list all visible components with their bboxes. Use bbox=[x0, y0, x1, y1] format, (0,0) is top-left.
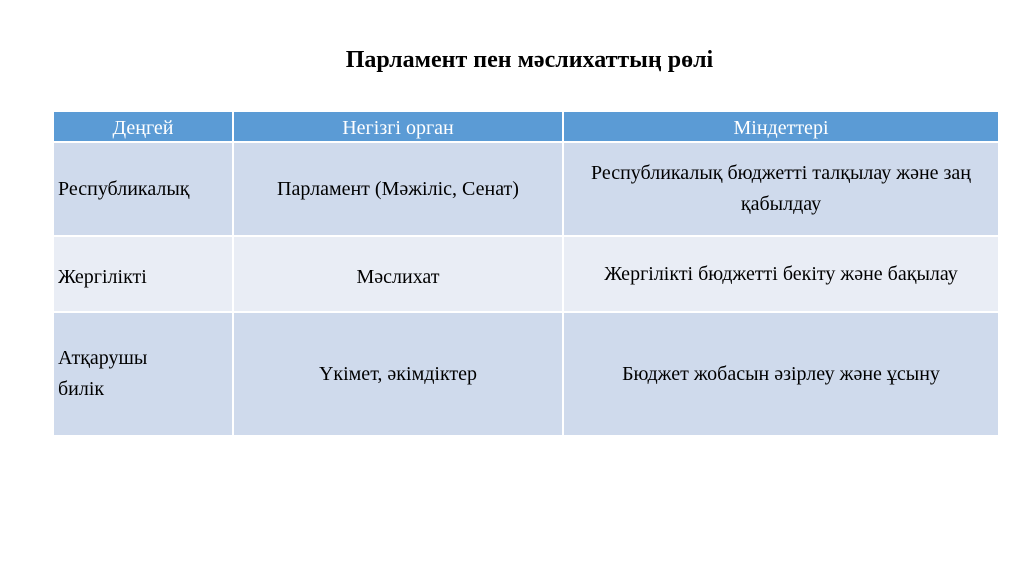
cell-level: Жергілікті bbox=[53, 236, 233, 312]
roles-table bbox=[52, 110, 1000, 437]
table-row bbox=[53, 142, 999, 236]
table-row bbox=[53, 236, 999, 312]
cell-organ: Мәслихат bbox=[233, 236, 563, 312]
table-row bbox=[53, 312, 999, 436]
cell-organ: Үкімет, әкімдіктер bbox=[233, 312, 563, 436]
header-duties: Міндеттері bbox=[563, 111, 999, 142]
cell-duties: Республикалық бюджетті талқылау және заң қабылдау bbox=[563, 142, 999, 236]
header-organ: Негізгі орган bbox=[233, 111, 563, 142]
cell-level: Республикалық bbox=[53, 142, 233, 236]
header-level: Деңгей bbox=[53, 111, 233, 142]
cell-duties: Бюджет жобасын әзірлеу және ұсыну bbox=[563, 312, 999, 436]
slide-title: Парламент пен мәслихаттың рөлі bbox=[345, 47, 714, 73]
cell-level: Атқарушы билік bbox=[53, 312, 233, 436]
cell-duties: Жергілікті бюджетті бекіту және бақылау bbox=[563, 236, 999, 312]
table-header-row bbox=[53, 111, 999, 142]
cell-organ: Парламент (Мәжіліс, Сенат) bbox=[233, 142, 563, 236]
